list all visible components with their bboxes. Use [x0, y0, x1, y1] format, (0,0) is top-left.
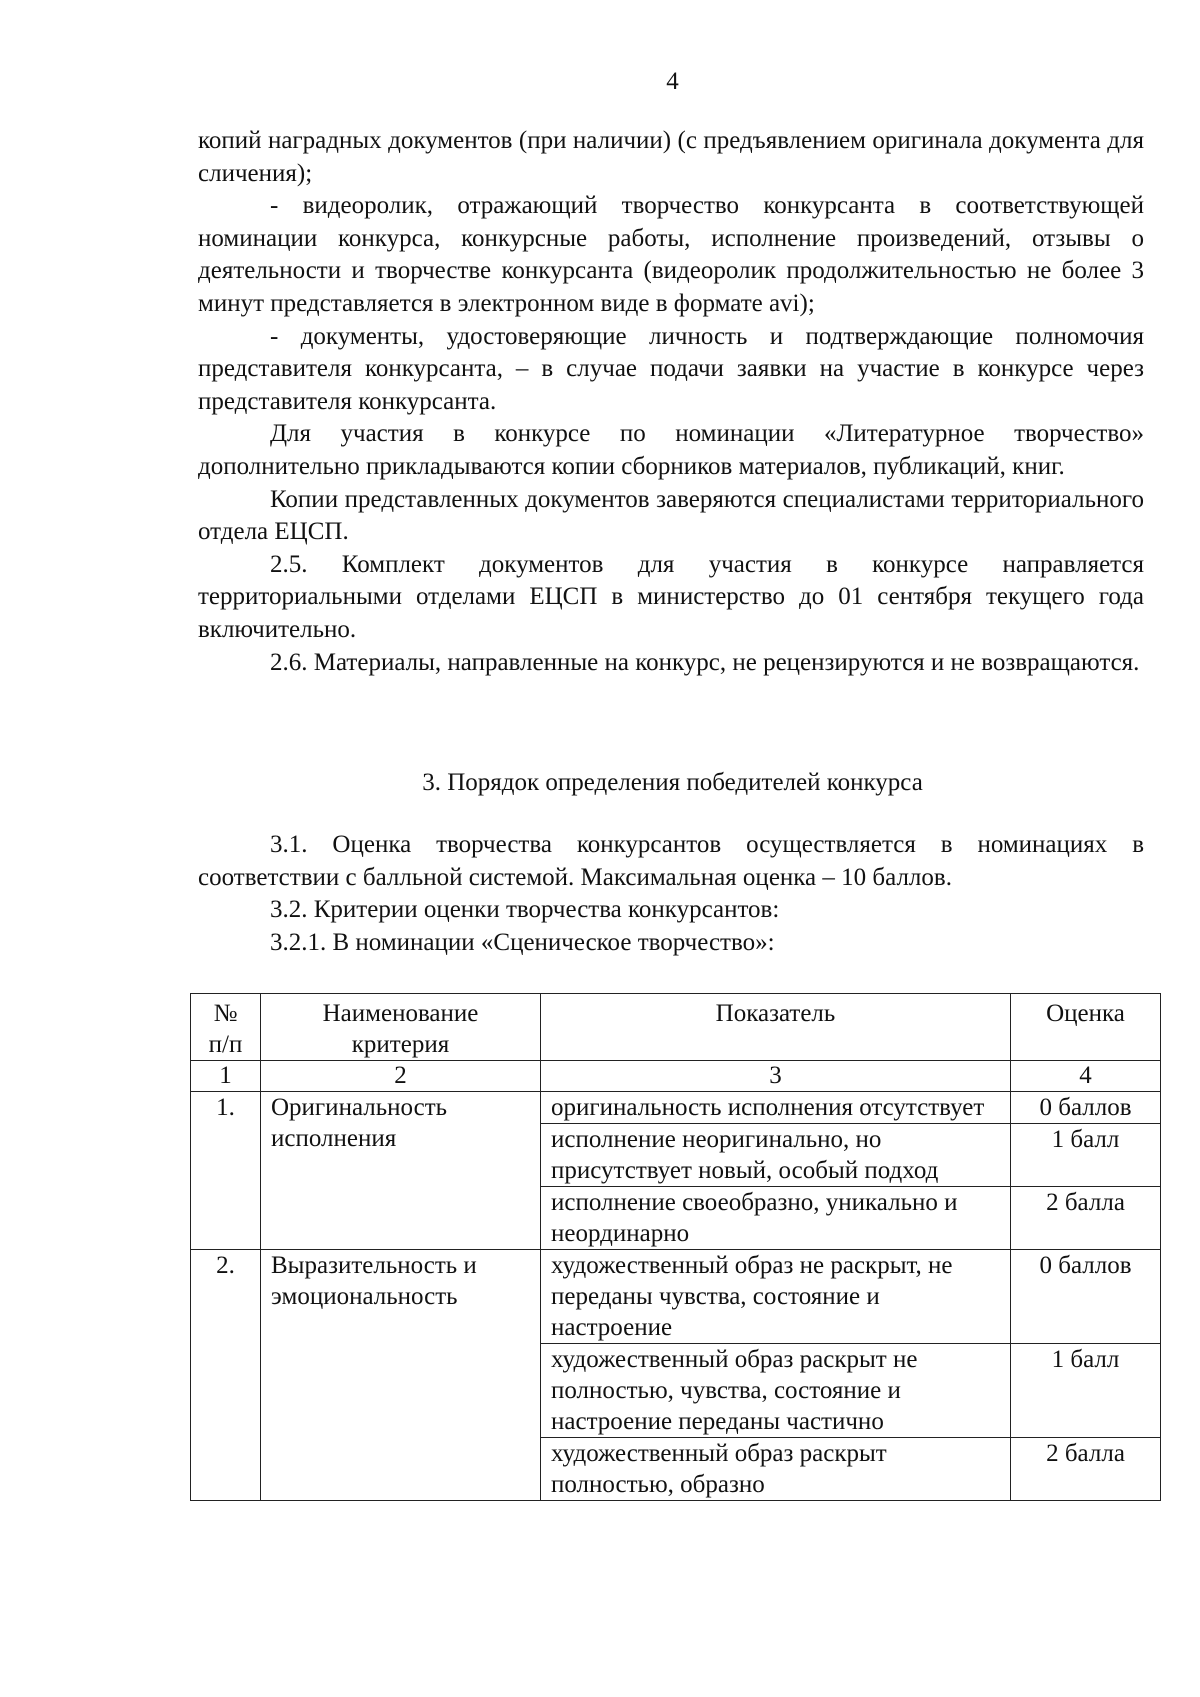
paragraph: - документы, удостоверяющие личность и подтверждающие полномочия представителя конкурсанта, – в случае подачи заявки на участие в конкурсе через представителя конкурсанта.	[198, 322, 1144, 415]
table-row	[191, 1092, 1161, 1124]
table-row	[191, 1250, 1161, 1344]
row-number: 1.	[191, 1092, 261, 1250]
score: 2 балла	[1011, 1438, 1161, 1501]
body-text	[198, 125, 1144, 679]
criterion-name: Оригинальность исполнения	[261, 1092, 541, 1250]
column-number: 3	[541, 1061, 1011, 1092]
paragraph: Копии представленных документов заверяются специалистами территориального отдела ЕЦСП.	[198, 485, 1144, 546]
indicator: исполнение неоригинально, но присутствует новый, особый подход	[541, 1124, 1011, 1187]
paragraph: копий наградных документов (при наличии) (с предъявлением оригинала документа для сличения);	[198, 127, 1144, 187]
paragraph: 3.1. Оценка творчества конкурсантов осуществляется в номинациях в соответствии с балльной системой. Максимальная оценка – 10 баллов.	[198, 831, 1144, 891]
column-number: 2	[261, 1061, 541, 1092]
score: 2 балла	[1011, 1187, 1161, 1250]
table-header-row	[191, 994, 1161, 1061]
indicator: художественный образ не раскрыт, не переданы чувства, состояние и настроение	[541, 1250, 1011, 1344]
column-number-row	[191, 1061, 1161, 1092]
score: 1 балл	[1011, 1124, 1161, 1187]
header-indicator: Показатель	[541, 994, 1011, 1061]
paragraph: - видеоролик, отражающий творчество конкурсанта в соответствующей номинации конкурса, конкурсные работы, исполнение произведений, отзывы о деятельности и творчестве конкурсанта (видеоролик продолжительностью не более 3 минут представляется в электронном виде в формате avi);	[198, 192, 1144, 317]
score: 0 баллов	[1011, 1092, 1161, 1124]
column-number: 4	[1011, 1061, 1161, 1092]
header-criterion: Наименование критерия	[261, 994, 541, 1061]
section-heading: 3. Порядок определения победителей конкурса	[422, 769, 923, 796]
score: 0 баллов	[1011, 1250, 1161, 1344]
indicator: художественный образ раскрыт полностью, образно	[541, 1438, 1011, 1501]
page-number: 4	[666, 68, 679, 95]
indicator: художественный образ раскрыт не полностью, чувства, состояние и настроение переданы частично	[541, 1344, 1011, 1438]
section-text	[198, 829, 1144, 959]
score: 1 балл	[1011, 1344, 1161, 1438]
paragraph: 3.2. Критерии оценки творчества конкурсантов:	[270, 896, 780, 924]
indicator: оригинальность исполнения отсутствует	[541, 1092, 1011, 1124]
header-score: Оценка	[1011, 994, 1161, 1061]
indicator: исполнение своеобразно, уникально и неординарно	[541, 1187, 1011, 1250]
column-number: 1	[191, 1061, 261, 1092]
paragraph: 2.5. Комплект документов для участия в конкурсе направляется территориальными отделами ЕЦСП в министерство до 01 сентября текущего года включительно.	[198, 550, 1144, 643]
paragraph: 2.6. Материалы, направленные на конкурс, не рецензируются и не возвращаются.	[270, 648, 1140, 676]
row-number: 2.	[191, 1250, 261, 1501]
paragraph: 3.2.1. В номинации «Сценическое творчество»:	[270, 928, 775, 956]
header-num: № п/п	[191, 994, 261, 1061]
criterion-name: Выразительность и эмоциональность	[261, 1250, 541, 1501]
paragraph: Для участия в конкурсе по номинации «Литературное творчество» дополнительно прикладываются копии сборников материалов, публикаций, книг.	[198, 420, 1144, 480]
criteria-table	[190, 993, 1161, 1501]
